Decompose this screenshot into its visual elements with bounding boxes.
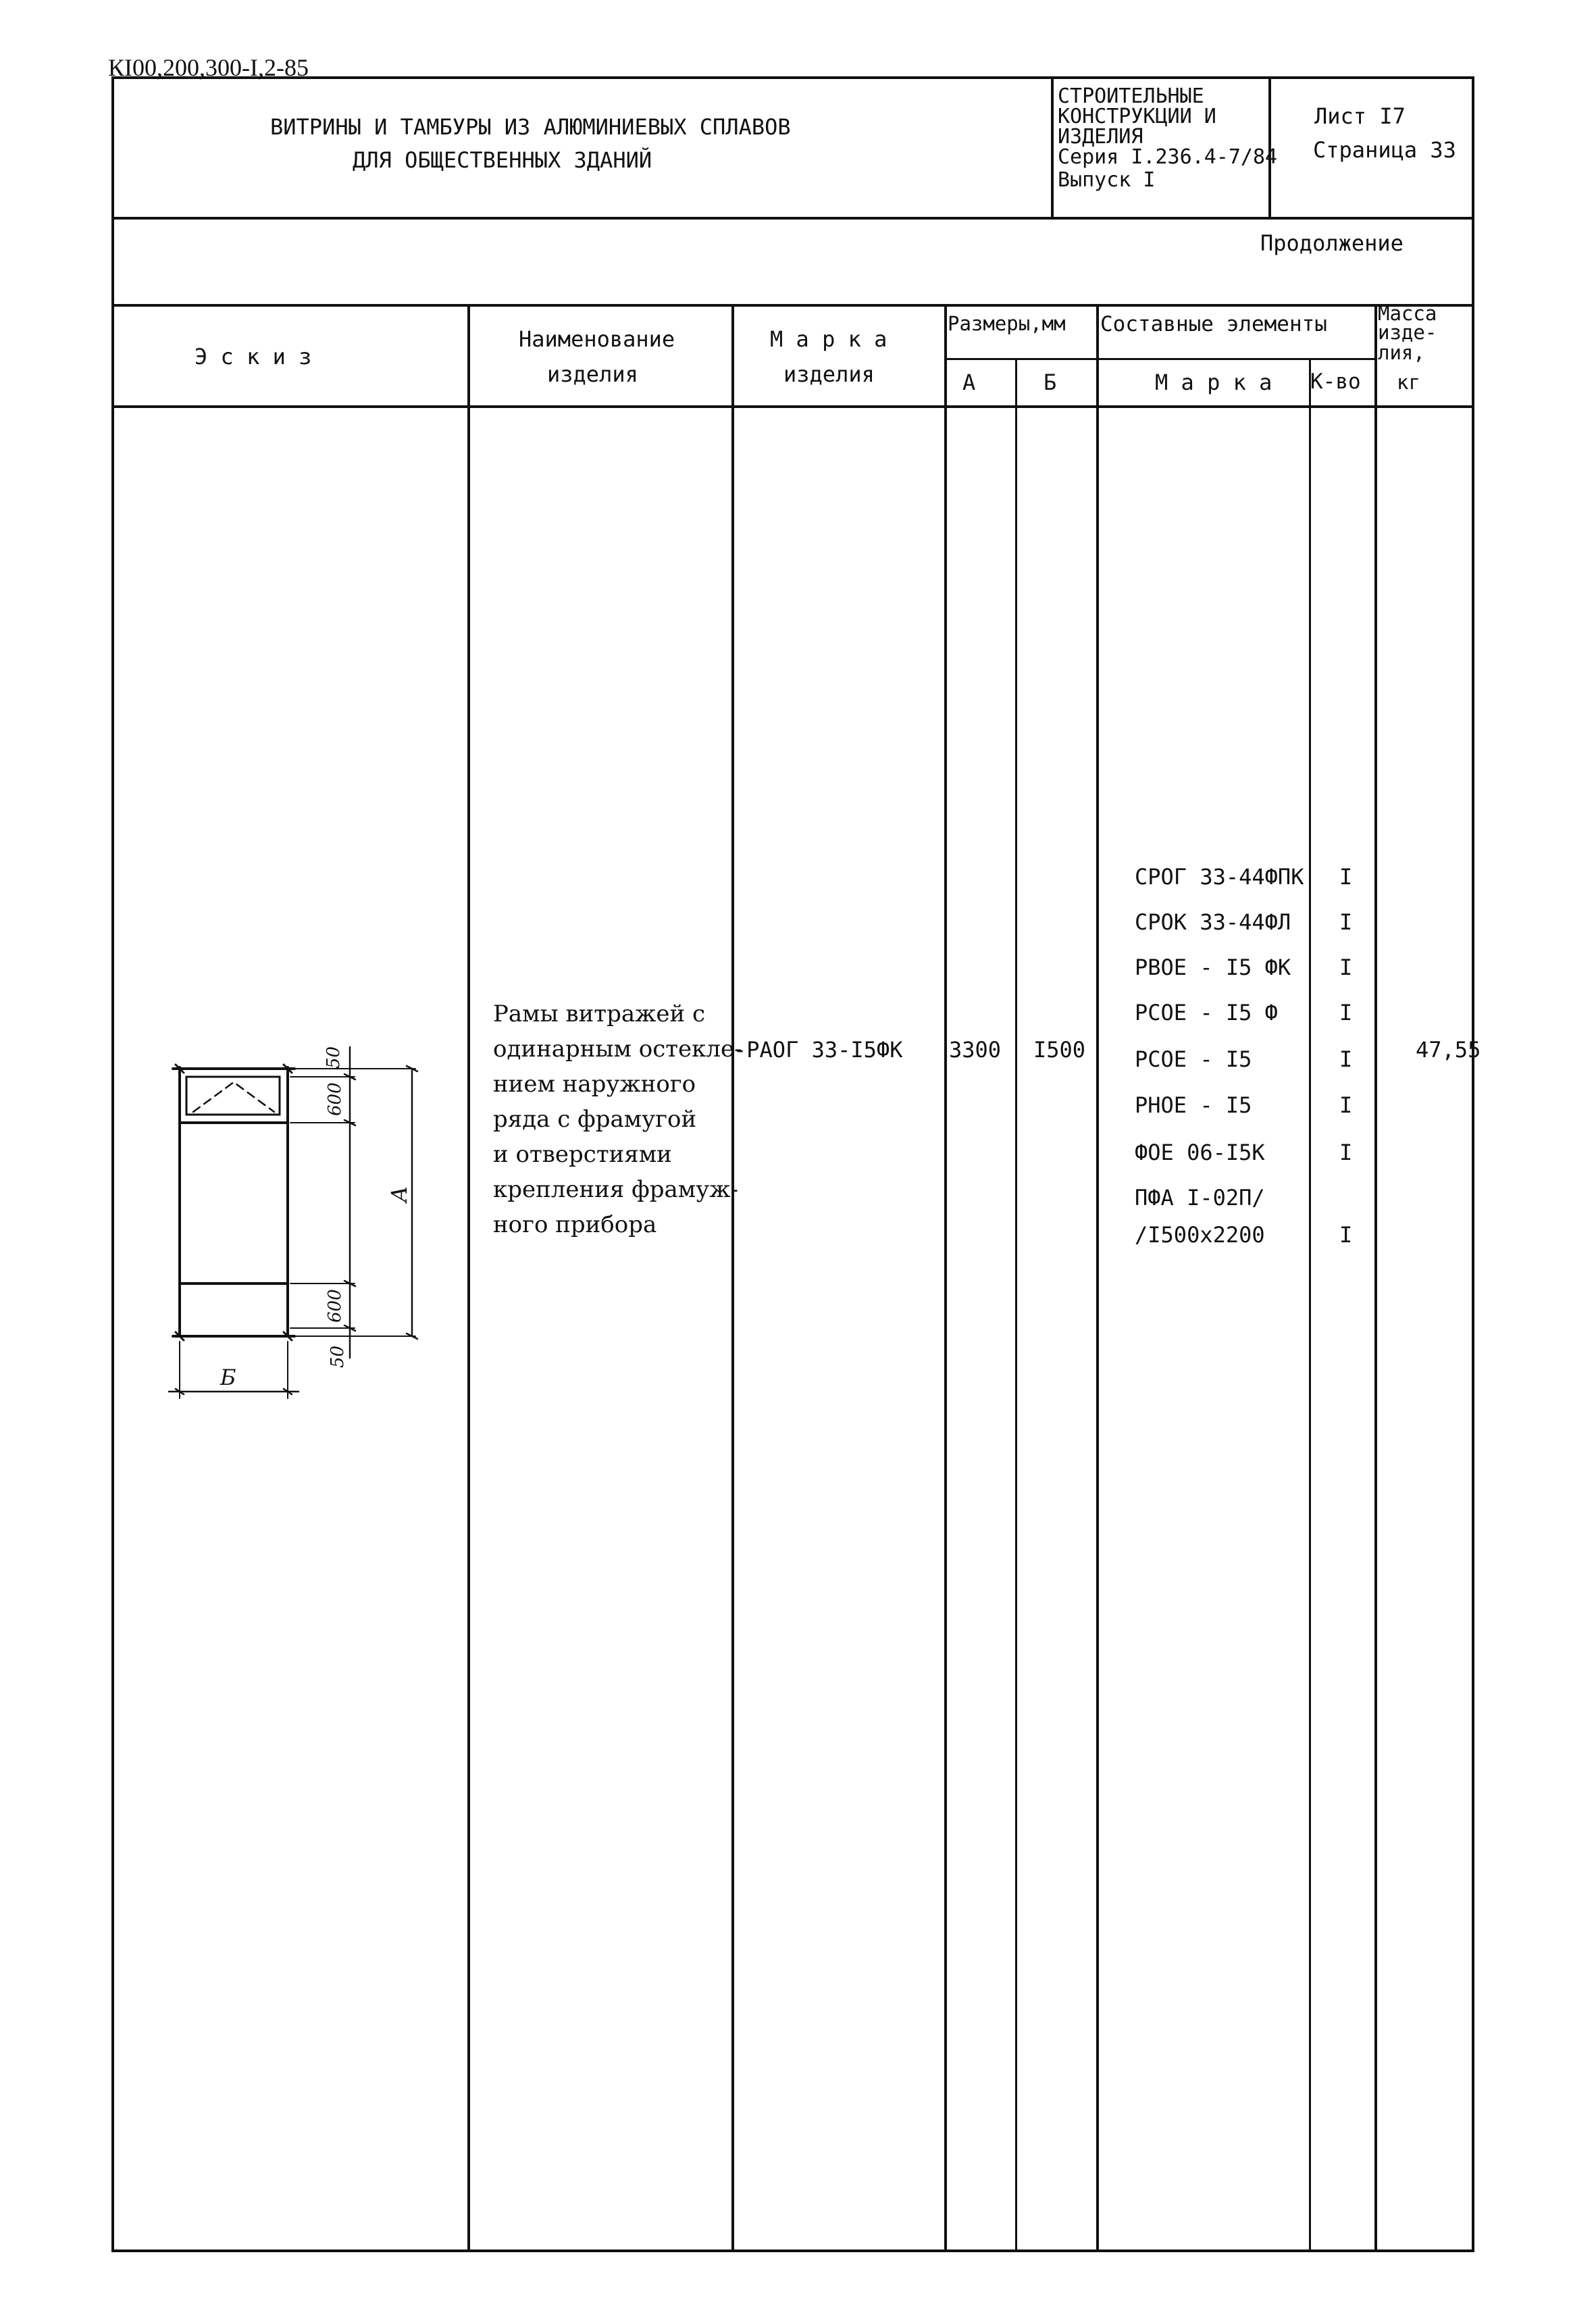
col-divider-mark [944, 304, 947, 2252]
component-qty: I [1339, 1046, 1353, 1072]
sketch-label-bottom-panel: 600 [325, 1289, 345, 1323]
document-code: КI00,200,300-I,2-85 [108, 54, 309, 81]
product-name-line: и отверстиями [493, 1141, 672, 1168]
header-components: Составные элементы [1100, 312, 1327, 336]
header-component-mark: М а р к а [1155, 370, 1272, 395]
component-mark: ПФА I-02П/ [1135, 1185, 1265, 1211]
component-mark: РВОЕ - I5 ФК [1135, 955, 1291, 980]
component-mark: СРОГ 33-44ФПК [1135, 864, 1304, 890]
sketch-transom-pane [186, 1077, 280, 1115]
product-name-line: нием наружного [493, 1071, 696, 1098]
continuation-label: Продолжение [1260, 230, 1404, 256]
header-component-qty: К-во [1310, 370, 1361, 394]
component-qty: I [1339, 1222, 1353, 1248]
title-line-2: ДЛЯ ОБЩЕСТВЕННЫХ ЗДАНИЙ [353, 147, 652, 173]
category-line-3: ИЗДЕЛИЯ [1058, 125, 1143, 149]
component-mark: ФОЕ 06-I5К [1135, 1140, 1265, 1165]
header-name-1: Наименование [519, 326, 675, 352]
product-name-line: ного прибора [493, 1211, 657, 1238]
header-mass-1: Масса [1378, 302, 1437, 325]
header-mark-2: изделия [783, 361, 875, 387]
component-qty: I [1339, 864, 1353, 890]
size-b-value: I500 [1033, 1037, 1086, 1063]
sheet-number: Лист I7 [1314, 103, 1406, 129]
sketch-label-width: Б [220, 1365, 236, 1390]
component-qty: I [1339, 1140, 1353, 1165]
component-qty: I [1339, 955, 1353, 980]
category-line-2: КОНСТРУКЦИИ И [1058, 105, 1216, 128]
sketch-label-height: А [386, 1186, 412, 1202]
header-name-2: изделия [547, 361, 638, 387]
series-number: Серия I.236.4-7/84 [1058, 145, 1278, 169]
component-qty: I [1339, 1000, 1353, 1025]
product-name-line: одинарным остекле- [493, 1036, 742, 1063]
table-header-bottom-rule [111, 405, 1474, 408]
component-mark: РСОЕ - I5 Ф [1135, 1000, 1278, 1025]
col-divider-name [731, 304, 734, 2252]
col-divider-comp-mark [1309, 358, 1311, 2252]
product-mark: -РАОГ 33-I5ФК [733, 1037, 903, 1063]
table-top-rule [111, 304, 1474, 307]
title-line-1: ВИТРИНЫ И ТАМБУРЫ ИЗ АЛЮМИНИЕВЫХ СПЛАВОВ [270, 114, 791, 140]
header-size-a: А [962, 370, 976, 395]
header-sizes: Размеры,мм [948, 312, 1066, 335]
product-name-line: ряда с фрамугой [493, 1106, 697, 1133]
sketch-label-bottom-gap: 50 [328, 1345, 348, 1368]
component-mark: РСОЕ - I5 [1135, 1046, 1252, 1072]
sketch-label-top-gap: 50 [324, 1046, 344, 1069]
col-divider-size-b [1096, 304, 1099, 2252]
header-size-b: Б [1044, 370, 1057, 395]
sketch-transom-opening [193, 1082, 274, 1112]
col-divider-qty [1374, 304, 1377, 2252]
col-divider-size-a [1015, 358, 1017, 2252]
product-name-line: Рамы витражей с [493, 1000, 706, 1027]
frame-sketch [155, 1007, 439, 1439]
header-mark-1: М а р к а [770, 326, 887, 352]
header-mass-4: кг [1397, 371, 1420, 394]
page-number: Страница 33 [1313, 137, 1456, 163]
subheader-rule [944, 358, 1376, 360]
header-mass-2: изде- [1378, 321, 1437, 344]
sketch-label-top-panel: 600 [325, 1082, 345, 1116]
col-divider-sketch [467, 304, 470, 2252]
mass-value: 47,55 [1416, 1037, 1481, 1063]
issue-number: Выпуск I [1058, 168, 1156, 192]
product-name-line: крепления фрамуж- [493, 1176, 738, 1203]
component-mark: РНОЕ - I5 [1135, 1092, 1252, 1118]
component-mark: СРОК 33-44ФЛ [1135, 909, 1291, 935]
component-mark: /I500х2200 [1135, 1222, 1265, 1248]
header-sketch: Э с к и з [195, 344, 312, 370]
header-mass-3: лия, [1378, 341, 1425, 364]
title-block-divider-1 [1051, 76, 1054, 218]
category-line-1: СТРОИТЕЛЬНЫЕ [1058, 84, 1204, 108]
component-qty: I [1339, 1092, 1353, 1118]
component-qty: I [1339, 909, 1353, 935]
size-a-value: 3300 [949, 1037, 1002, 1063]
